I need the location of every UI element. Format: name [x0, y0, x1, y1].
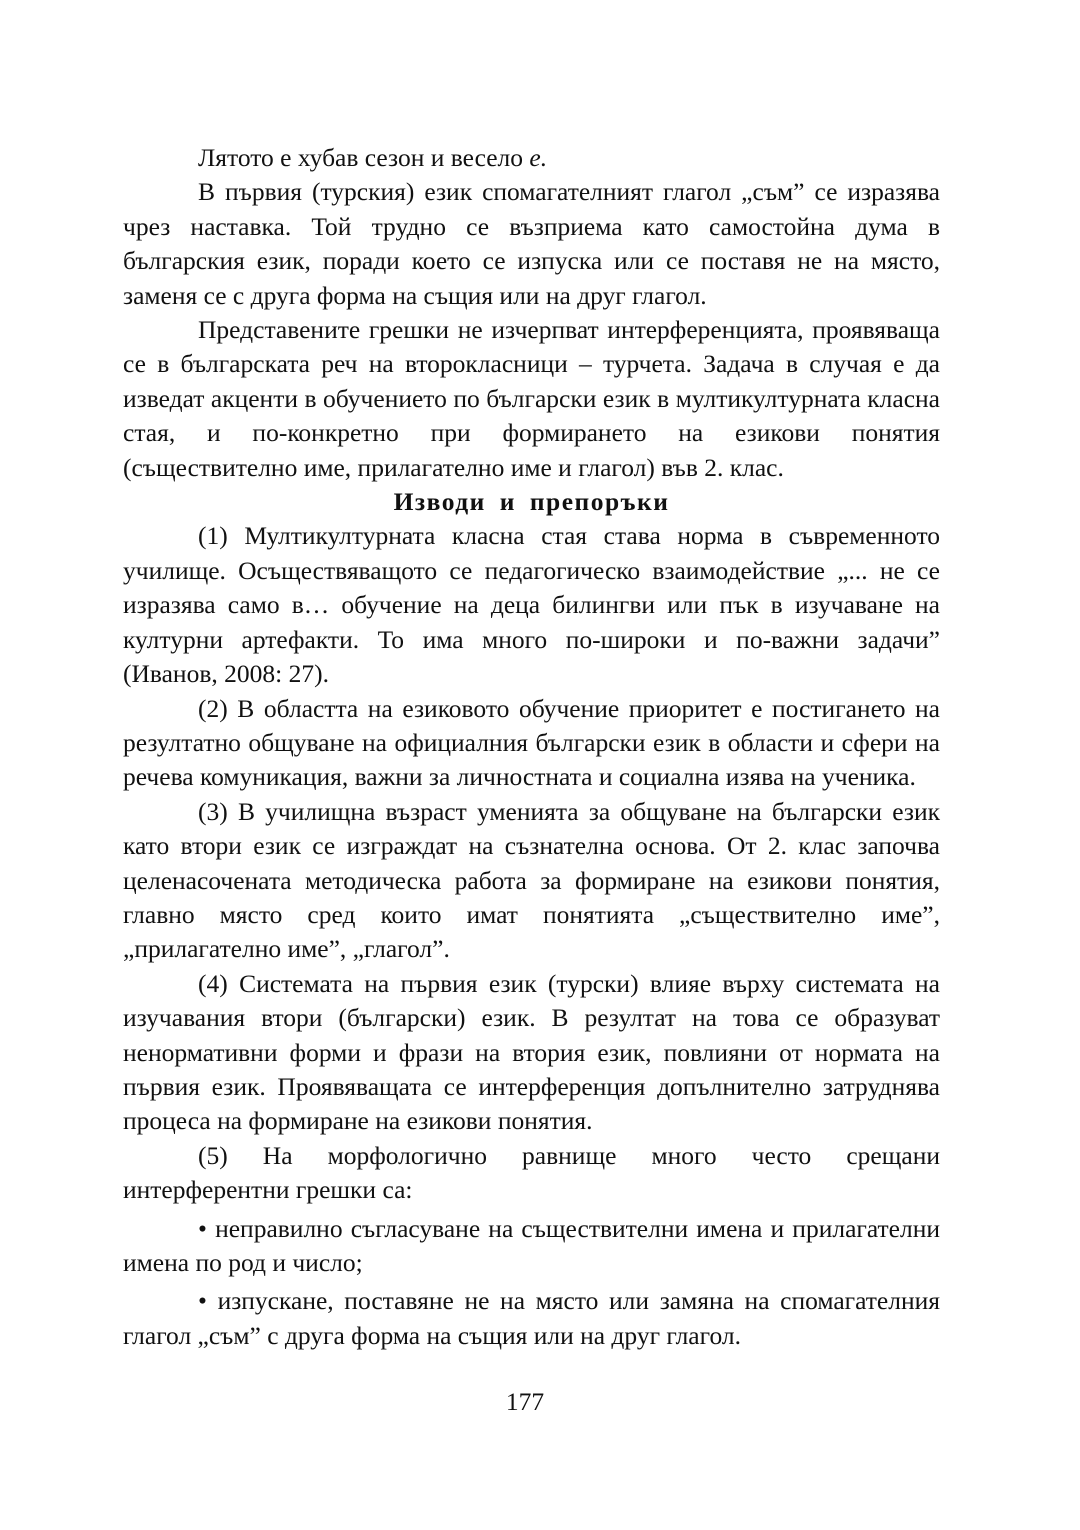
paragraph-interference: Представените грешки не изчерпват интерференцията, проявяваща се в българската реч на второкласници – турчета. Задача в случая е да изведат акценти в обучението по български език в мултикултурната класна стая, и по-конкретно при формирането на езикови понятия (съществително име, прилагателно име и глагол) във 2. клас.: [123, 315, 940, 482]
conclusion-point-1: (1) Мултикултурната класна стая става норма в съвременното училище. Осъществяващото се педагогическо взаимодействие „... не се изразява само в… обучение на деца билингви или пък в изучаване на културни артефакти. То има много по-широки и по-важни задачи” (Иванов, 2008: 27).: [123, 521, 940, 689]
bullet-item-agreement: • неправилно съгласуване на съществителни имена и прилагателни имена по род и число;: [123, 1213, 940, 1277]
page-number: 177: [505, 1387, 545, 1416]
paragraph-example-emphasis: е.: [529, 143, 548, 172]
paragraph-example-text: Лятото е хубав сезон и весело: [198, 143, 530, 172]
paragraph-auxiliary-verb: В първия (турския) език спомагателният глагол „съм” се изразява чрез наставка. Той трудно се възприема като самостойна дума в българския език, поради което се изпуска или се поставя не на място, заменя се с друга форма на същия или на друг глагол.: [123, 177, 940, 310]
paragraph-example: [123, 141, 940, 175]
conclusion-point-5: (5) На морфологично равнище много често срещани интерферентни грешки са:: [123, 1140, 940, 1205]
conclusion-point-3: (3) В училищна възраст уменията за общуване на български език като втори език се изграждат на съзнателна основа. От 2. клас започва целенасочената методическа работа за формиране на езикови понятия, главно място сред които имат понятията „съществително име”, „прилагателно име”, „глагол”.: [123, 796, 940, 964]
page-body: [123, 141, 940, 1353]
section-heading: Изводи и препоръки: [393, 487, 670, 517]
conclusion-point-2: (2) В областта на езиковото обучение приоритет е постигането на резултатно общуване на официалния български език в области и сфери на речева комуникация, важни за личностната и социална изява на ученика.: [123, 693, 940, 792]
bullet-item-auxiliary: • изпускане, поставяне не на място или замяна на спомагателния глагол „съм” с друга форма на същия или на друг глагол.: [123, 1286, 940, 1350]
conclusion-point-4: (4) Системата на първия език (турски) влияе върху системата на изучавания втори (български) език. В резултат на това се образуват ненормативни форми и фрази на втория език, повлияни от нормата на първия език. Проявяващата се интерференция допълнително затруднява процеса на формиране на езикови понятия.: [123, 968, 940, 1136]
